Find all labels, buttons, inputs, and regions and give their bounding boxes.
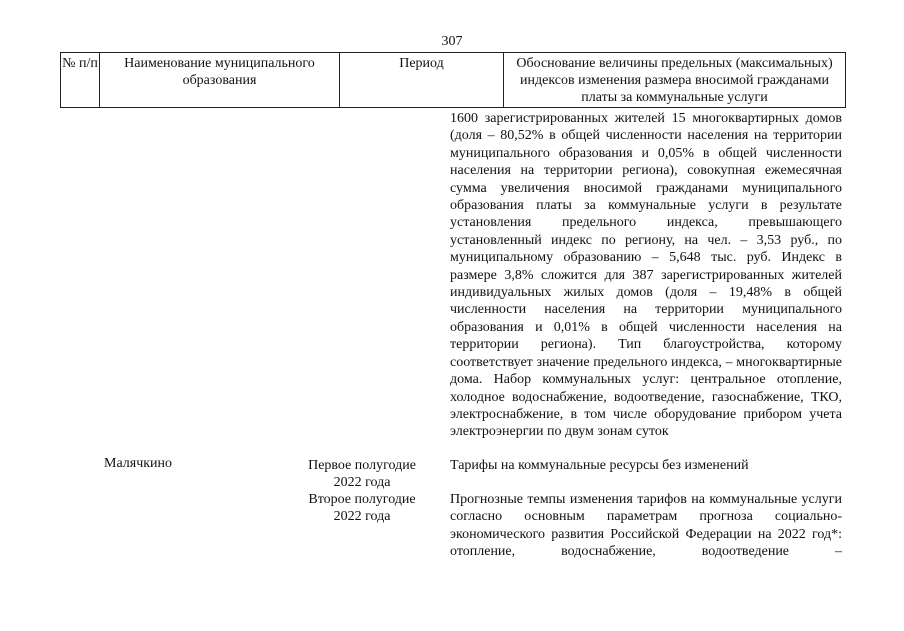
header-col-period: Период (339, 53, 503, 107)
header-col-basis: Обоснование величины предельных (максимальных) индексов изменения размера вносимой гражданами платы за коммунальные услуги (503, 53, 845, 107)
table-header (60, 52, 846, 108)
page-number: 307 (441, 34, 463, 49)
basis-continuation-text: 1600 зарегистрированных жителей 15 многоквартирных домов (доля – 80,52% в общей численности населения на территории муниципального образования и 0,05% в общей численности населения на территории региона), совокупная ежемесячная сумма увеличения вносимой гражданами муниципального образования платы за коммунальные услуги в результате установления предельного индекса, превышающего установленный индекс по региону, на чел. – 3,53 руб., по муниципальному образованию – 5,648 тыс. руб. Индекс в размере 3,8% сложится для 387 зарегистрированных жителей индивидуальных жилых домов (доля – 19,48% в общей численности населения на территории муниципального образования и 0,01% в общей численности населения на территории региона). Тип благоустройства, которому соответствует значение предельного индекса, – многоквартирные дома. Набор коммунальных услуг: центральное отопление, холодное водоснабжение, водоотведение, газоснабжение, ТКО, электроснабжение, в том числе оборудование прибором учета электроэнергии по двум зонам суток (450, 111, 842, 440)
period-first-half: Первое полугодие 2022 года (308, 458, 416, 491)
municipality-name: Малячкино (104, 456, 173, 471)
header-col-number: № п/п (62, 56, 98, 71)
basis-first-half-text: Тарифы на коммунальные ресурсы без изменений (450, 458, 749, 473)
basis-second-half-text: Прогнозные темпы изменения тарифов на коммунальные услуги согласно основным параметрам прогноза социально-экономического развития Российской Федерации на 2022 год*: отопление, водоснабжение, водоотведение – (450, 492, 842, 560)
header-col-municipality: Наименование муниципального образования (99, 53, 339, 107)
period-second-half: Второе полугодие 2022 года (308, 492, 416, 525)
